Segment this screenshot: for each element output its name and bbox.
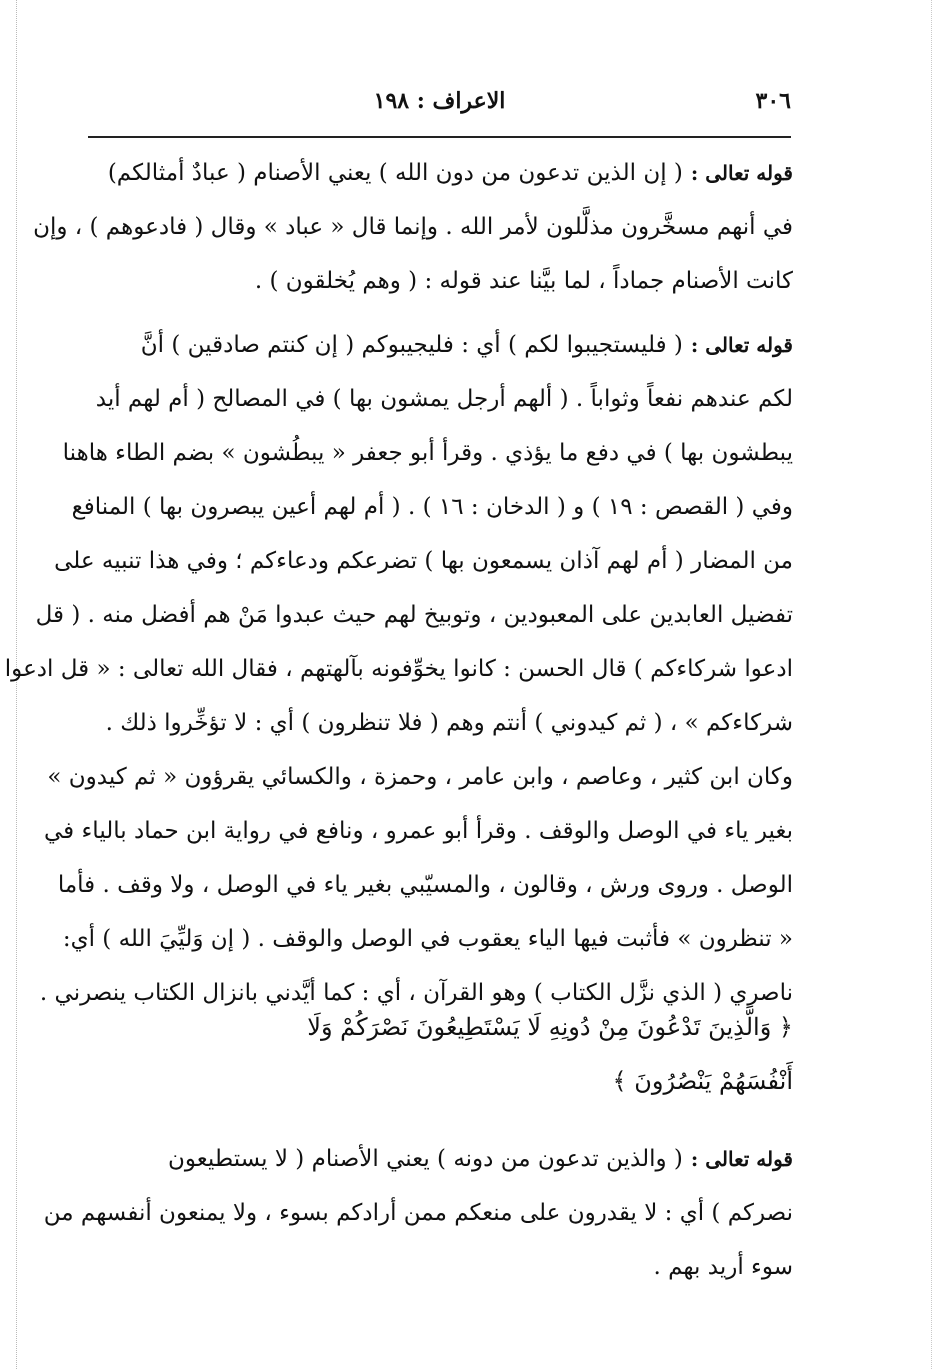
text-line: كانت الأصنام جماداً ، لما بيَّنا عند قوله : ( وهم يُخلقون ) . (254, 268, 793, 294)
text-line: بغير ياء في الوصل والوقف . وقرأ أبو عمرو ، ونافع في رواية ابن حماد بالياء في (44, 818, 793, 844)
scan-edge-right (931, 0, 932, 1369)
verse-line: أَنْفُسَهُمْ يَنْصُرُونَ ﴾ (612, 1067, 793, 1095)
text-line: « تنظرون » فأثبت فيها الياء يعقوب في الوصل والوقف . ( إن وَليِّيَ الله ) أي: (62, 926, 793, 952)
commentary-paragraph-1 (33, 146, 793, 308)
verse-line: ﴿ وَالَّذِينَ تَدْعُونَ مِنْ دُونِهِ لَا يَسْتَطِيعُونَ نَصْرَكُمْ وَلَا (307, 1013, 793, 1041)
text-line: سوء أريد بهم . (653, 1254, 793, 1280)
page-number: ٣٠٦ (755, 88, 791, 114)
text-line: من المضار ( أم لهم آذان يسمعون بها ) تضرعكم ودعاءكم ؛ وفي هذا تنبيه على (54, 548, 793, 574)
text-line: تفضيل العابدين على المعبودين ، وتوبيخ لهم حيث عبدوا مَنْ هم أفضل منه . ( قل (35, 602, 793, 628)
text-line: في أنهم مسخَّرون مذلَّلون لأمر الله . وإنما قال « عباد » وقال ( فادعوهم ) ، وإن (33, 214, 793, 240)
paragraph-lead: قوله تعالى : (690, 333, 793, 357)
text-line: وفي ( القصص : ١٩ ) و ( الدخان : ١٦ ) . ( أم لهم أعين يبصرون بها ) المنافع (71, 494, 793, 520)
line-text: ( فليستجيبوا لكم ) أي : فليجيبوكم ( إن كنتم صادقين ) أنَّ (140, 332, 683, 358)
text-line: شركاءكم » ، ( ثم كيدوني ) أنتم وهم ( فلا تنظرون ) أي : لا تؤخِّروا ذلك . (105, 710, 793, 736)
text-line: ناصري ( الذي نزَّل الكتاب ) وهو القرآن ، أي : كما أيَّدني بانزال الكتاب ينصرني . (39, 980, 793, 1006)
text-line: يبطشون بها ) في دفع ما يؤذي . وقرأ أبو جعفر « يبطُشون » بضم الطاء هاهنا (62, 440, 793, 466)
text-line: وكان ابن كثير ، وعاصم ، وابن عامر ، وحمزة ، والكسائي يقرؤون « ثم كيدون » (47, 764, 793, 790)
text-line: نصركم ) أي : لا يقدرون على منعكم ممن أرادكم بسوء ، ولا يمنعون أنفسهم من (43, 1200, 793, 1226)
text-line (100, 146, 793, 200)
paragraph-lead: قوله تعالى : (690, 1147, 793, 1171)
text-line: الوصل . وروى ورش ، وقالون ، والمسيّبي بغير ياء في الوصل ، ولا وقف . فأما (57, 872, 793, 898)
page-header (88, 86, 791, 122)
line-text: ( والذين تدعون من دونه ) يعني الأصنام ( لا يستطيعون (168, 1146, 683, 1172)
running-title: الاعراف : ١٩٨ (373, 88, 506, 114)
commentary-paragraph-3 (43, 1132, 793, 1294)
text-line: ادعوا شركاءكم ) قال الحسن : كانوا يخوِّفونه بآلهتهم ، فقال الله تعالى : « قل ادعوا (4, 656, 793, 682)
line-text: ( إن الذين تدعون من دون الله ) يعني الأصنام ( عبادٌ أمثالكم) (107, 160, 683, 186)
text-line: لكم عندهم نفعاً وثواباً . ( ألهم أرجل يمشون بها ) في المصالح ( أم لهم أيد (95, 386, 793, 412)
paragraph-lead: قوله تعالى : (690, 161, 793, 185)
quran-verse (100, 1000, 793, 1108)
text-line (100, 1132, 793, 1186)
text-line (100, 318, 793, 372)
header-rule (88, 136, 791, 138)
commentary-paragraph-2 (4, 318, 793, 1020)
